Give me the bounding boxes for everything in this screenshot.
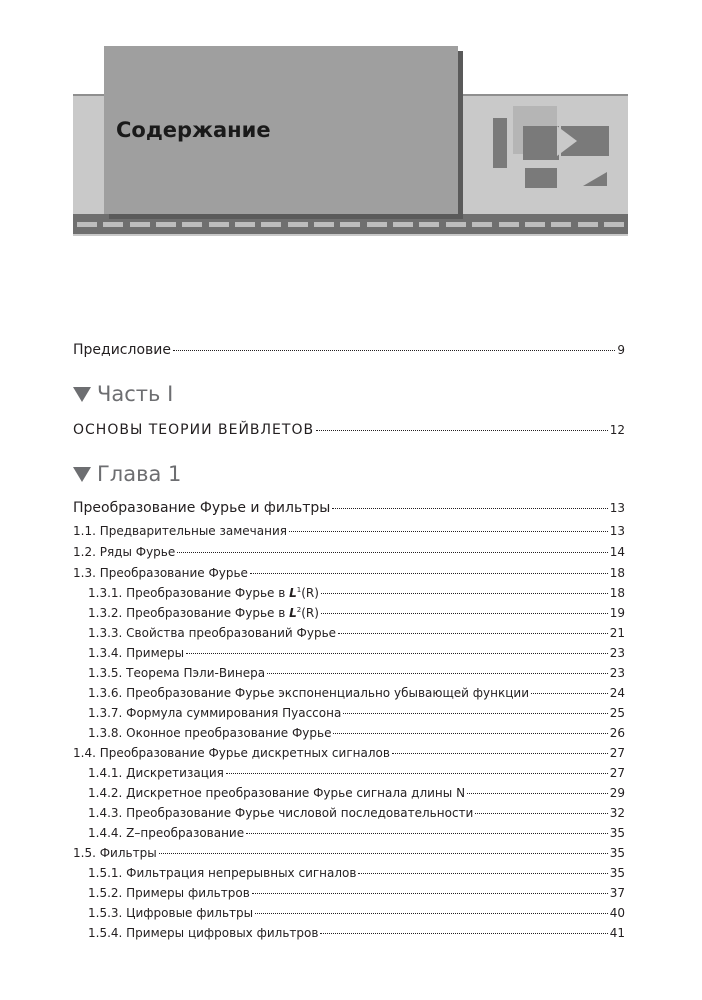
toc-page-number: 23 — [609, 646, 625, 660]
toc-entry-label: 1.3.3. Свойства преобразований Фурье — [88, 626, 337, 640]
toc-entry[interactable] — [88, 906, 625, 920]
toc-page-number: 40 — [609, 906, 625, 920]
dot-leader — [226, 773, 608, 774]
toc-entry[interactable] — [88, 726, 625, 740]
toc-page-number: 25 — [609, 706, 625, 720]
toc-page-number: 13 — [609, 524, 625, 538]
dot-leader — [316, 430, 608, 431]
toc-entry[interactable] — [88, 586, 625, 600]
dot-leader — [250, 573, 608, 574]
toc-page-number: 35 — [609, 826, 625, 840]
toc-page-number: 24 — [609, 686, 625, 700]
toc-entry-label: 1.5.1. Фильтрация непрерывных сигналов — [88, 866, 357, 880]
dot-leader — [186, 653, 608, 654]
toc-entry[interactable] — [88, 806, 625, 820]
toc-page-number: 27 — [609, 746, 625, 760]
toc-entry[interactable] — [88, 866, 625, 880]
toc-entry-label: 1.5. Фильтры — [73, 846, 157, 860]
toc-entry-label: 1.4. Преобразование Фурье дискретных сигналов — [73, 746, 390, 760]
toc-entry[interactable] — [88, 926, 625, 940]
triangle-down-icon — [73, 387, 91, 402]
toc-page-number: 14 — [609, 545, 625, 559]
toc-entry-label: 1.5.2. Примеры фильтров — [88, 886, 250, 900]
banner-decor-triangle — [557, 126, 577, 156]
toc-page-number: 12 — [609, 423, 625, 437]
dot-leader — [289, 531, 608, 532]
banner-decor-triangle — [583, 172, 607, 186]
toc-entry[interactable] — [88, 606, 625, 620]
dot-leader — [467, 793, 608, 794]
toc-entry-label: Преобразование Фурье и фильтры — [73, 500, 331, 516]
toc-page-number: 27 — [609, 766, 625, 780]
title-box — [104, 46, 458, 214]
toc-entry[interactable] — [73, 524, 625, 538]
toc-page-number: 35 — [609, 866, 625, 880]
toc-entry-chapter1[interactable] — [73, 500, 625, 516]
dot-leader — [267, 673, 608, 674]
dot-leader — [252, 893, 608, 894]
toc-page-number: 9 — [617, 343, 625, 357]
toc-entry-label: 1.4.3. Преобразование Фурье числовой последовательности — [88, 806, 474, 820]
banner-decor-block — [523, 126, 559, 160]
toc-entry-label: 1.4.1. Дискретизация — [88, 766, 224, 780]
toc-entry-label: 1.5.4. Примеры цифровых фильтров — [88, 926, 319, 940]
toc-entry-label: 1.3.7. Формула суммирования Пуассона — [88, 706, 342, 720]
toc-entry[interactable] — [88, 686, 625, 700]
part-heading-label: Часть I — [97, 382, 174, 406]
toc-entry[interactable] — [88, 626, 625, 640]
toc-entry-label: 1.4.4. Z–преобразование — [88, 826, 245, 840]
dot-leader — [338, 633, 608, 634]
toc-entry-label: 1.1. Предварительные замечания — [73, 524, 287, 538]
dot-leader — [343, 713, 607, 714]
dot-leader — [475, 813, 607, 814]
toc-page-number: 21 — [609, 626, 625, 640]
toc-entry-label: 1.3. Преобразование Фурье — [73, 566, 248, 580]
math-symbol: L — [289, 606, 297, 620]
dot-leader — [531, 693, 608, 694]
dot-leader — [358, 873, 607, 874]
toc-page-number: 13 — [609, 501, 625, 515]
toc-page-number: 18 — [609, 586, 625, 600]
toc-page-number: 23 — [609, 666, 625, 680]
dot-leader — [332, 508, 607, 509]
toc-entry-label: 1.3.2. Преобразование Фурье в $L^2(R)$ — [88, 606, 319, 620]
toc-entry[interactable] — [88, 666, 625, 680]
toc-entry-label: 1.3.1. Преобразование Фурье в $L^1(R)$ — [88, 586, 319, 600]
toc-page-number: 26 — [609, 726, 625, 740]
triangle-down-icon — [73, 467, 91, 482]
toc-entry-label: 1.3.5. Теорема Пэли-Винера — [88, 666, 266, 680]
toc-entry-label: ОСНОВЫ ТЕОРИИ ВЕЙВЛЕТОВ — [73, 422, 315, 438]
toc-entry[interactable] — [73, 545, 625, 559]
banner-decor-block — [525, 168, 557, 188]
dot-leader — [173, 350, 615, 351]
part-heading — [73, 382, 173, 406]
toc-entry[interactable] — [88, 766, 625, 780]
toc-entry[interactable] — [73, 746, 625, 760]
chapter-heading-label: Глава 1 — [97, 462, 182, 486]
toc-page-number: 32 — [609, 806, 625, 820]
dot-leader — [321, 613, 608, 614]
toc-entry[interactable] — [73, 566, 625, 580]
chapter-heading — [73, 462, 181, 486]
toc-entry-label: 1.3.6. Преобразование Фурье экспоненциально убывающей функции — [88, 686, 529, 700]
dot-leader — [392, 753, 608, 754]
banner-stripes — [73, 214, 628, 234]
dot-leader — [246, 833, 608, 834]
toc-entry[interactable] — [88, 646, 625, 660]
dot-leader — [159, 853, 608, 854]
toc-entry-label: 1.3.8. Оконное преобразование Фурье — [88, 726, 332, 740]
toc-entry-label: 1.5.3. Цифровые фильтры — [88, 906, 254, 920]
toc-page-number: 19 — [609, 606, 625, 620]
dot-leader — [255, 913, 608, 914]
toc-entry[interactable] — [88, 786, 625, 800]
toc-entry[interactable] — [73, 846, 625, 860]
toc-page-number: 35 — [609, 846, 625, 860]
banner-decor-bar — [493, 118, 507, 168]
toc-entry-label: Предисловие — [73, 342, 171, 358]
page-title: Содержание — [116, 118, 271, 142]
toc-page-number: 37 — [609, 886, 625, 900]
dot-leader — [333, 733, 607, 734]
toc-entry-preface[interactable] — [73, 342, 625, 358]
toc-entry[interactable] — [88, 826, 625, 840]
toc-entry-part1[interactable] — [73, 422, 625, 438]
toc-entry-label: 1.2. Ряды Фурье — [73, 545, 176, 559]
toc-page-number: 29 — [609, 786, 625, 800]
dot-leader — [320, 933, 607, 934]
dot-leader — [321, 593, 608, 594]
math-symbol: L — [289, 586, 297, 600]
toc-entry-label: 1.4.2. Дискретное преобразование Фурье сигнала длины N — [88, 786, 466, 800]
toc-entry[interactable] — [88, 706, 625, 720]
toc-entry-label: 1.3.4. Примеры — [88, 646, 185, 660]
toc-page-number: 41 — [609, 926, 625, 940]
toc-page-number: 18 — [609, 566, 625, 580]
dot-leader — [177, 552, 607, 553]
toc-entry[interactable] — [88, 886, 625, 900]
